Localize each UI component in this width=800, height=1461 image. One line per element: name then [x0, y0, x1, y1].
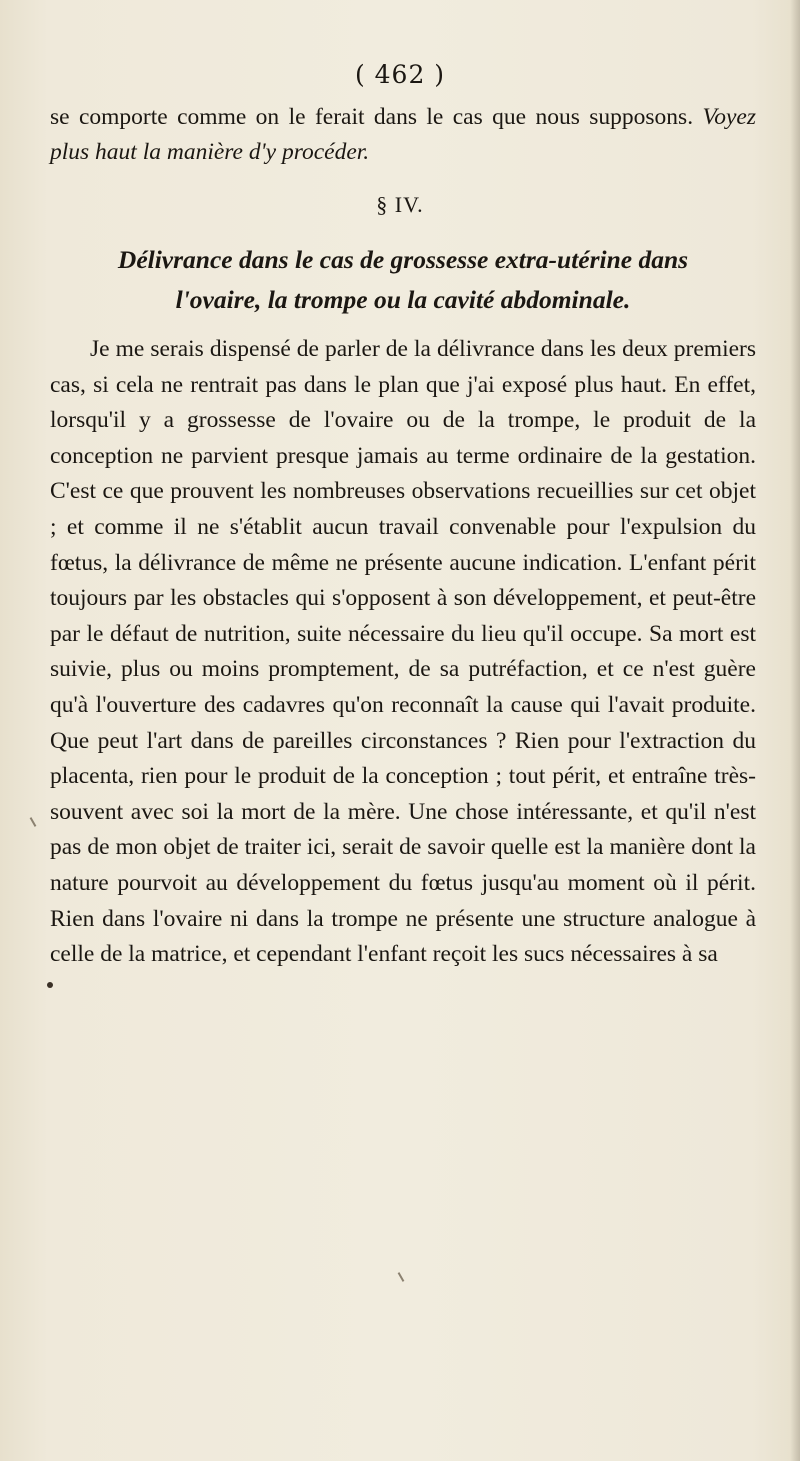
intro-paragraph	[50, 100, 756, 170]
page-number: ( 462 )	[354, 60, 446, 89]
section-number: § IV.	[376, 192, 424, 217]
margin-mark	[30, 817, 37, 827]
section-heading-line-1: Délivrance dans le cas de grossesse extra-utérine dans	[117, 245, 689, 274]
margin-mark	[398, 1272, 405, 1282]
body-paragraph: Je me serais dispensé de parler de la délivrance dans les deux premiers cas, si cela ne rentrait pas dans le plan que j'ai exposé plus haut. En effet, lorsqu'il y a grossesse de l'ovaire ou de la trompe, le produit de la conception ne parvient presque jamais au terme ordinaire de la gestation. C'est ce que prouvent les nombreuses observations recueillies sur cet objet ; et comme il ne s'établit aucun travail convenable pour l'expulsion du fœtus, la délivrance de même ne présente aucune indication. L'enfant périt toujours par les obstacles qui s'opposent à son développement, et peut-être par le défaut de nutrition, suite nécessaire du lieu qu'il occupe. Sa mort est suivie, plus ou moins promptement, de sa putréfaction, et ce n'est guère qu'à l'ouverture des cadavres qu'on reconnaît la cause qui l'avait produite. Que peut l'art dans de pareilles circonstances ? Rien pour l'extraction du placenta, rien pour le produit de la conception ; tout périt, et entraîne très-souvent avec soi la mort de la mère. Une chose intéressante, et qu'il n'est pas de mon objet de traiter ici, serait de savoir quelle est la manière dont la nature pourvoit au développement du fœtus jusqu'au moment où il périt. Rien dans l'ovaire ni dans la trompe ne présente une structure analogue à celle de la matrice, et cependant l'enfant reçoit les sucs nécessaires à sa	[50, 336, 756, 968]
intro-text: se comporte comme on le ferait dans le cas que nous supposons.	[50, 104, 694, 130]
intro-italic-reference: Voyez plus haut la manière d'y procéder.	[50, 104, 757, 165]
page-edge-shadow	[790, 0, 800, 1461]
section-heading-line-2: l'ovaire, la trompe ou la cavité abdominale.	[175, 285, 631, 314]
ink-speck	[47, 982, 53, 988]
section-heading	[50, 240, 756, 320]
